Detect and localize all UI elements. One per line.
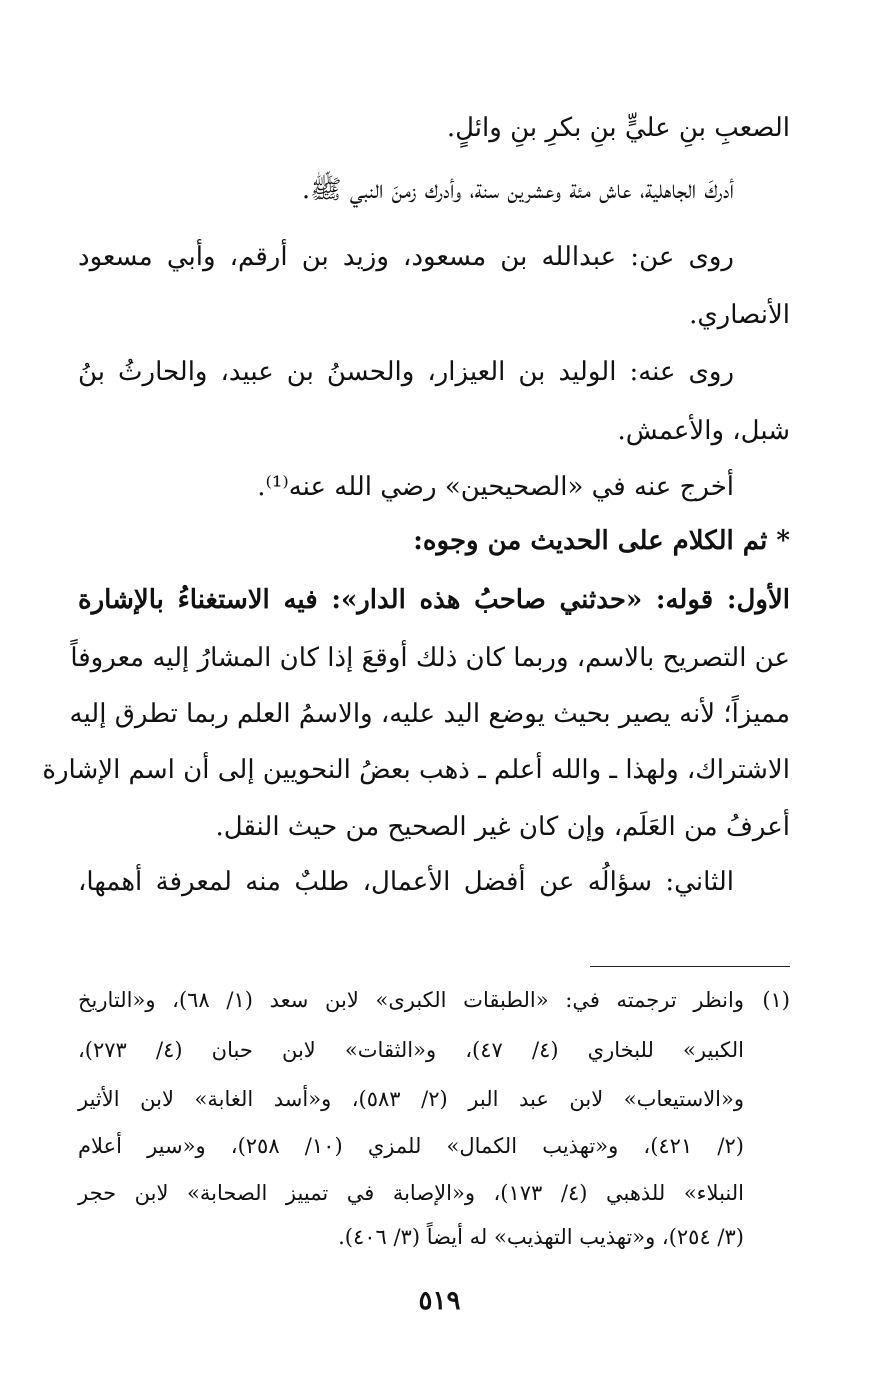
footnote-line-5: النبلاء» للذهبي (٤/ ١٧٣)، و«الإصابة في تمييز الصحابة» لابن حجر: [78, 1181, 744, 1205]
body-line-14: الثاني: سؤالُه عن أفضل الأعمال، طلبٌ منه لمعرفة أهمها،: [78, 867, 734, 897]
body-line-5: روى عنه: الوليد بن العيزار، والحسنُ بن عبيد، والحارثُ بنُ: [78, 357, 734, 387]
footnote-separator: [590, 966, 790, 967]
body-line-3: روى عن: عبدالله بن مسعود، وزيد بن أرقم، وأبي مسعود: [78, 242, 734, 272]
footnote-line-2: الكبير» للبخاري (٤/ ٤٧)، و«الثقات» لابن حبان (٤/ ٢٧٣)،: [78, 1038, 744, 1062]
body-line-6: شبل، والأعمش.: [617, 416, 790, 446]
body-line-10: عن التصريح بالاسم، وربما كان ذلك أوقعَ إذا كان المشارُ إليه معروفاً: [70, 643, 790, 673]
section-heading: * ثم الكلام على الحديث من وجوه:: [413, 526, 790, 556]
footnote-number: (١): [762, 988, 790, 1012]
body-line-1: الصعبِ بنِ عليٍّ بنِ بكرِ بنِ وائلٍ.: [446, 113, 790, 143]
footnote-line-4: (٢/ ٤٢١)، و«تهذيب الكمال» للمزي (١٠/ ٢٥٨)، و«سير أعلام: [78, 1134, 744, 1158]
footnote-line-1: [78, 983, 790, 1017]
page-number: ٥١٩: [418, 1286, 461, 1316]
body-line-9: الأول: قوله: «حدثني صاحبُ هذه الدار»: فيه الاستغناءُ بالإشارة: [78, 585, 790, 615]
footnote-line-6: (٣/ ٢٥٤)، و«تهذيب التهذيب» له أيضاً (٣/ ٤٠٦).: [338, 1225, 744, 1249]
body-line-11: مميزاً؛ لأنه يصير بحيث يوضع اليد عليه، والاسمُ العلم ربما تطرق إليه: [69, 699, 790, 729]
body-line-4: الأنصاري.: [689, 300, 790, 330]
body-line-7: أخرج عنه في «الصحيحين» رضي الله عنه⁽¹⁾.: [257, 472, 734, 502]
body-line-13: أعرفُ من العَلَم، وإن كان غير الصحيح من حيث النقل.: [215, 812, 790, 842]
body-line-2: أدركَ الجاهلية، عاش مئة وعشرين سنة، وأدرك زمنَ النبي ﷺ.: [301, 175, 734, 205]
body-line-12: الاشتراك، ولهذا ـ والله أعلم ـ ذهب بعضُ النحويين إلى أن اسم الإشارة: [42, 755, 790, 785]
footnote-line-3: و«الاستيعاب» لابن عبد البر (٢/ ٥٨٣)، و«أسد الغابة» لابن الأثير: [78, 1087, 745, 1111]
footnote-text-1: وانظر ترجمته في: «الطبقات الكبرى» لابن سعد (١/ ٦٨)، و«التاريخ: [78, 988, 744, 1012]
